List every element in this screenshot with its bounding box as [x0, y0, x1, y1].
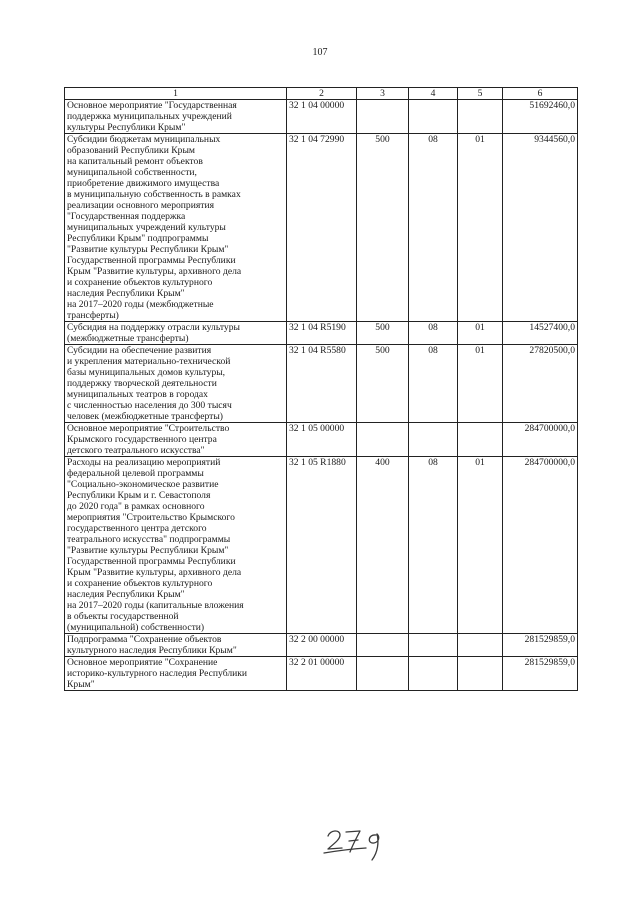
row-name: Подпрограмма "Сохранение объектов культурного наследия Республики Крым" — [65, 634, 287, 657]
row-vr: 500 — [357, 322, 409, 345]
row-pr — [458, 634, 503, 657]
row-code: 32 1 05 00000 — [287, 423, 357, 457]
row-rz: 08 — [409, 322, 458, 345]
row-vr — [357, 100, 409, 134]
row-vr: 500 — [357, 345, 409, 423]
handwritten-number-signature — [316, 822, 406, 866]
header-col-1: 1 — [65, 88, 287, 100]
row-code: 32 1 04 R5190 — [287, 322, 357, 345]
row-pr — [458, 423, 503, 457]
row-name: Расходы на реализацию мероприятий федеральной целевой программы "Социально-экономическое развитие Республики Крым и г. Севастополя до 2020 года" в рамках основного мероприятия "Строительство Крымского государственного центра детского театрального искусства" подпрограммы "Развитие культуры Республики Крым" Государственной программы Республики Крым "Развитие культуры, архивного дела и сохранение объектов культурного наследия Республики Крым" на 2017–2020 годы (капитальные вложения в объекты государственной (муниципальной) собственности) — [65, 457, 287, 634]
row-code: 32 1 05 R1880 — [287, 457, 357, 634]
row-code: 32 1 04 72990 — [287, 134, 357, 322]
table-row — [65, 657, 578, 691]
row-name: Субсидия на поддержку отрасли культуры (межбюджетные трансферты) — [65, 322, 287, 345]
row-amount: 284700000,0 — [503, 457, 578, 634]
row-rz — [409, 634, 458, 657]
table-row — [65, 100, 578, 134]
row-vr: 400 — [357, 457, 409, 634]
row-rz — [409, 423, 458, 457]
row-code: 32 2 01 00000 — [287, 657, 357, 691]
table-row — [65, 322, 578, 345]
table-row — [65, 457, 578, 634]
row-pr: 01 — [458, 322, 503, 345]
signature-digit-9 — [369, 834, 378, 860]
row-code: 32 2 00 00000 — [287, 634, 357, 657]
table-row — [65, 134, 578, 322]
row-name: Основное мероприятие "Сохранение историко-культурного наследия Республики Крым" — [65, 657, 287, 691]
row-amount: 27820500,0 — [503, 345, 578, 423]
row-amount: 9344560,0 — [503, 134, 578, 322]
row-vr: 500 — [357, 134, 409, 322]
row-amount: 281529859,0 — [503, 657, 578, 691]
row-code: 32 1 04 R5580 — [287, 345, 357, 423]
header-col-4: 4 — [409, 88, 458, 100]
row-vr — [357, 423, 409, 457]
row-rz — [409, 657, 458, 691]
table-row — [65, 423, 578, 457]
row-pr: 01 — [458, 457, 503, 634]
row-rz: 08 — [409, 457, 458, 634]
row-pr — [458, 657, 503, 691]
header-col-5: 5 — [458, 88, 503, 100]
row-pr: 01 — [458, 134, 503, 322]
signature-digit-7-bar — [349, 840, 358, 841]
page-number: 107 — [312, 47, 328, 58]
row-amount: 281529859,0 — [503, 634, 578, 657]
row-name: Субсидии бюджетам муниципальных образований Республики Крым на капитальный ремонт объектов муниципальной собственности, приобретение движимого имущества в муниципальную собственность в рамках реализации основного мероприятия "Государственная поддержка муниципальных учреждений культуры Республики Крым" подпрограммы "Развитие культуры Республики Крым" Государственной программы Республики Крым "Развитие культуры, архивного дела и сохранение объектов культурного наследия Республики Крым" на 2017–2020 годы (межбюджетные трансферты) — [65, 134, 287, 322]
row-rz — [409, 100, 458, 134]
header-col-2: 2 — [287, 88, 357, 100]
row-amount: 14527400,0 — [503, 322, 578, 345]
row-vr — [357, 657, 409, 691]
table-header-row — [65, 88, 578, 100]
header-col-3: 3 — [357, 88, 409, 100]
header-col-6: 6 — [503, 88, 578, 100]
row-amount: 51692460,0 — [503, 100, 578, 134]
signature-digit-2 — [328, 831, 342, 849]
table-row — [65, 345, 578, 423]
row-rz: 08 — [409, 345, 458, 423]
budget-table — [64, 87, 578, 691]
row-rz: 08 — [409, 134, 458, 322]
row-code: 32 1 04 00000 — [287, 100, 357, 134]
row-name: Субсидии на обеспечение развития и укрепления материально-технической базы муниципальных домов культуры, поддержку творческой деятельности муниципальных театров в городах с численностью населения до 300 тысяч человек (межбюджетные трансферты) — [65, 345, 287, 423]
row-name: Основное мероприятие "Строительство Крымского государственного центра детского театрального искусства" — [65, 423, 287, 457]
table-row — [65, 634, 578, 657]
row-pr — [458, 100, 503, 134]
row-name: Основное мероприятие "Государственная поддержка муниципальных учреждений культуры Республики Крым" — [65, 100, 287, 134]
row-pr: 01 — [458, 345, 503, 423]
row-amount: 284700000,0 — [503, 423, 578, 457]
row-vr — [357, 634, 409, 657]
